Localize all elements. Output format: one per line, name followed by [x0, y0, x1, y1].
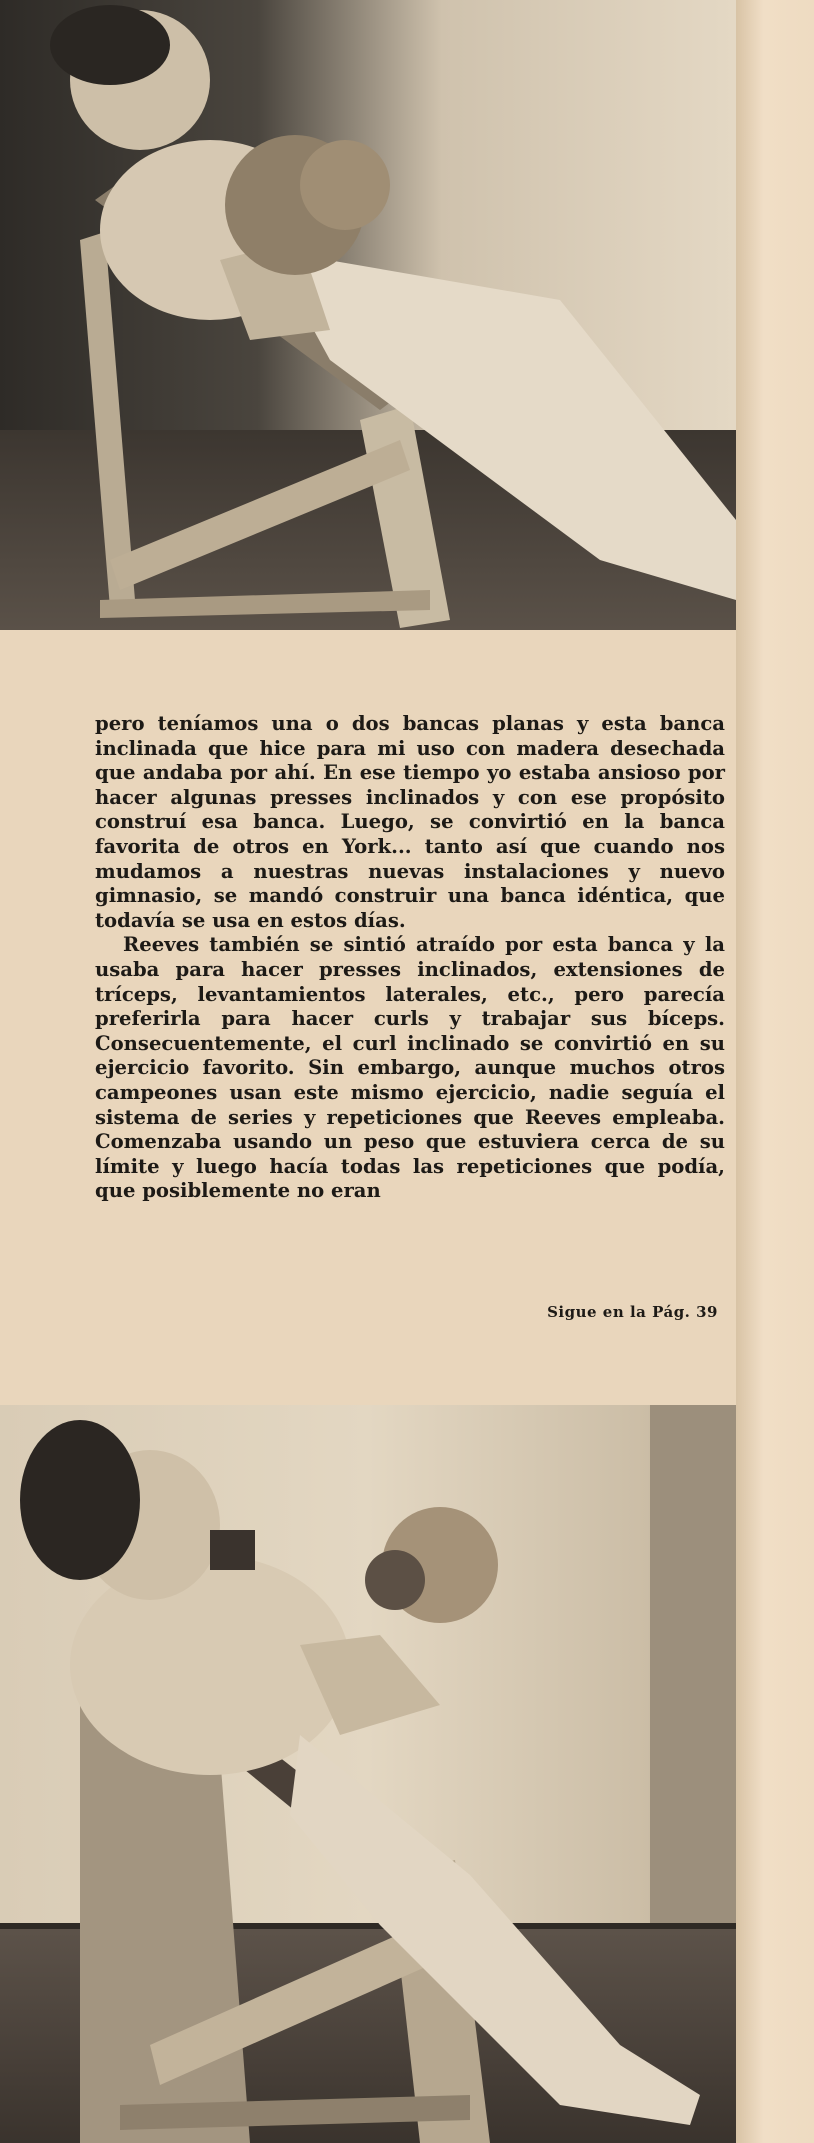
continued-on-page-label: Sigue en la Pág. 39 — [547, 1303, 718, 1321]
bottom-photo — [0, 1405, 736, 2143]
article-paragraph-2: Reeves también se sintió atraído por esta banca y la usaba para hacer presses inclinados, extensiones de tríceps, levantamientos laterales, etc., pero parecía preferirla para hacer curls y trabajar sus bíceps. Consecuentemente, el curl inclinado se convirtió en su ejercicio favorito. Sin embargo, aunque muchos otros campeones usan este mismo ejercicio, nadie seguía el sistema de series y repeticiones que Reeves empleaba. Comenzaba usando un peso que estuviera cerca de su límite y luego hacía todas las repeticiones que podía, que posiblemente no eran — [95, 933, 725, 1203]
article-text — [95, 712, 725, 1204]
article-paragraph-1: pero teníamos una o dos bancas planas y esta banca inclinada que hice para mi uso con madera desechada que andaba por ahí. En ese tiempo yo estaba ansioso por hacer algunas presses inclinados y con ese propósito construí esa banca. Luego, se convirtió en la banca favorita de otros en York... tanto así que cuando nos mudamos a nuestras nuevas instalaciones y nuevo gimnasio, se mandó construir una banca idéntica, que todavía se usa en estos días. — [95, 712, 725, 932]
top-photo — [0, 0, 736, 630]
page-edge — [736, 0, 814, 2143]
